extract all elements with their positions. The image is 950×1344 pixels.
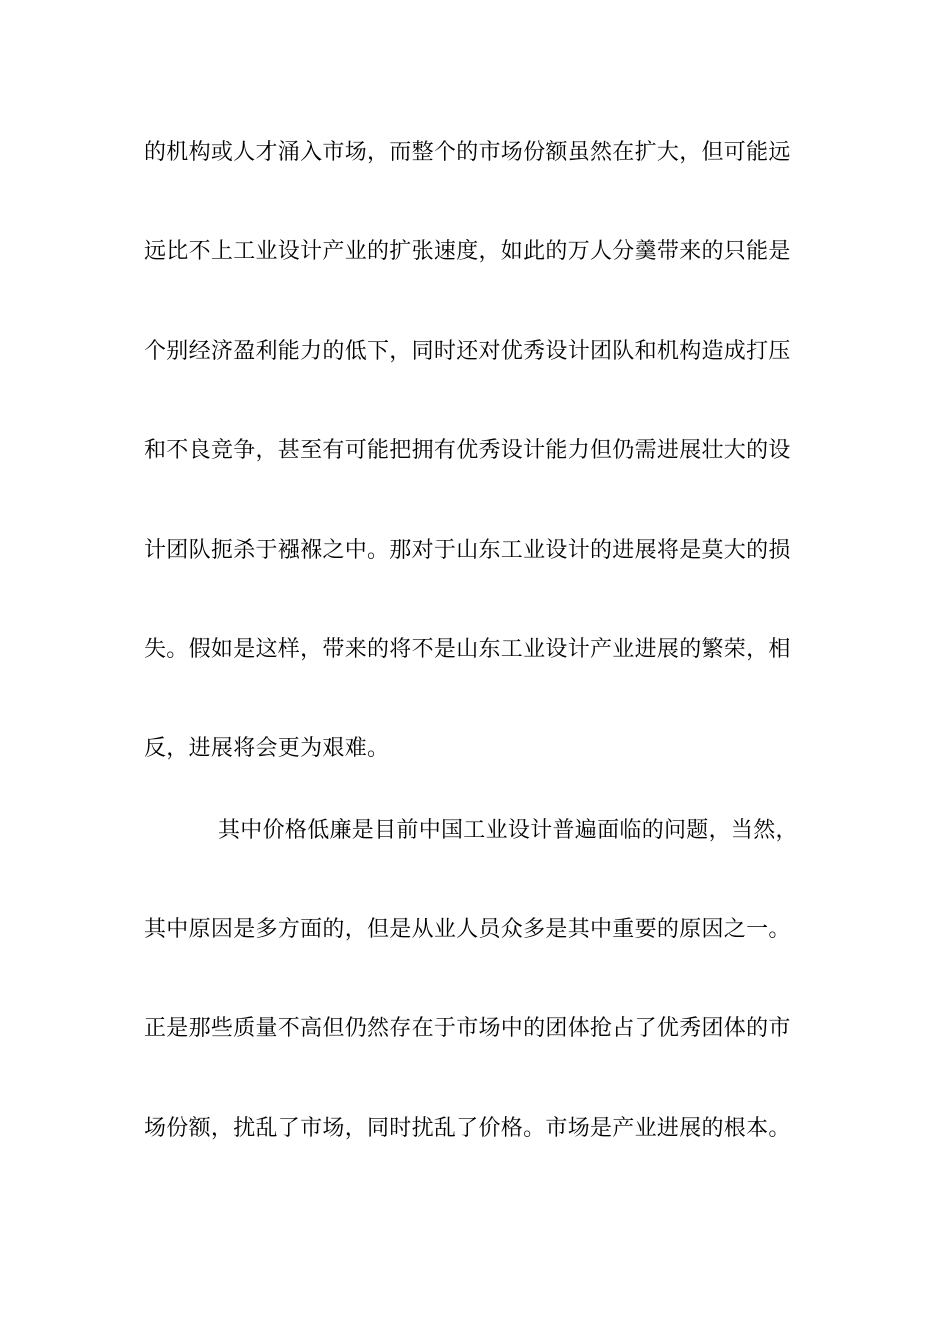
text-line: 和不良竞争，甚至有可能把拥有优秀设计能力但仍需进展壮大的设: [144, 438, 791, 463]
paragraph-first-line: 其中价格低廉是目前中国工业设计普遍面临的问题，当然，: [218, 818, 798, 843]
text-line: 的机构或人才涌入市场，而整个的市场份额虽然在扩大，但可能远: [144, 140, 791, 165]
text-line: 场份额，扰乱了市场，同时扰乱了价格。市场是产业进展的根本。: [144, 1116, 791, 1141]
text-line: 远比不上工业设计产业的扩张速度，如此的万人分羹带来的只能是: [144, 239, 791, 264]
text-line: 个别经济盈利能力的低下，同时还对优秀设计团队和机构造成打压: [144, 339, 791, 364]
text-line: 失。假如是这样，带来的将不是山东工业设计产业进展的繁荣，相: [144, 637, 791, 662]
text-line: 正是那些质量不高但仍然存在于市场中的团体抢占了优秀团体的市: [144, 1016, 791, 1041]
text-line: 反，进展将会更为艰难。: [144, 736, 390, 761]
text-line: 其中原因是多方面的，但是从业人员众多是其中重要的原因之一。: [144, 917, 791, 942]
text-line: 计团队扼杀于襁褓之中。那对于山东工业设计的进展将是莫大的损: [144, 538, 791, 563]
